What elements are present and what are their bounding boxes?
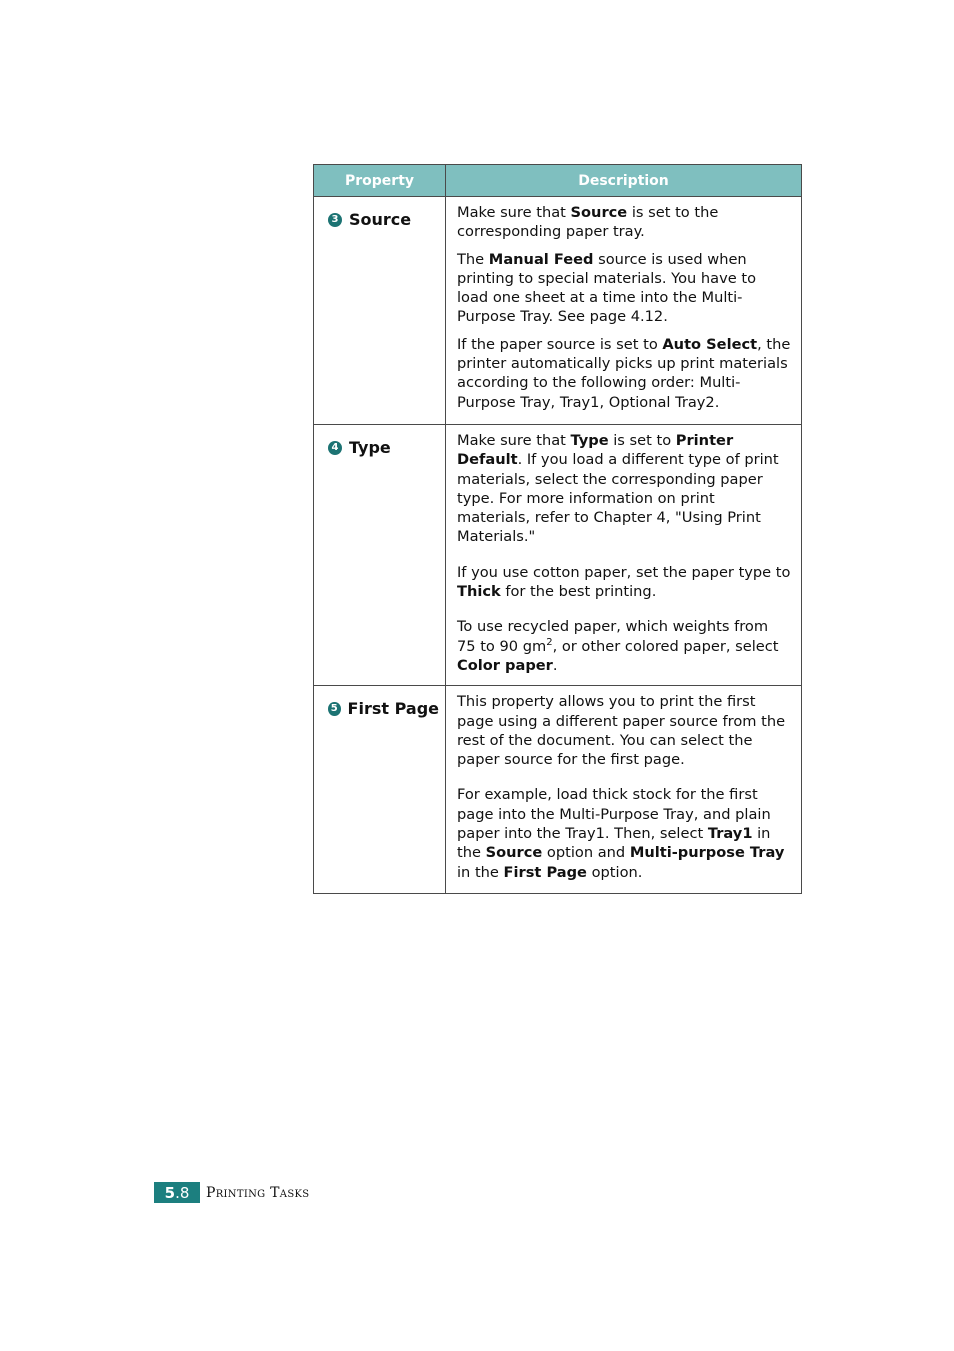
superscript: 2 bbox=[546, 636, 553, 648]
property-cell bbox=[314, 686, 446, 894]
description-paragraph bbox=[457, 335, 791, 412]
table-row bbox=[314, 425, 802, 686]
header-description: Description bbox=[446, 165, 802, 197]
text-run: is set to bbox=[608, 432, 676, 449]
description-paragraph bbox=[457, 617, 791, 675]
text-run: To use recycled paper, which weights from 75 to 90 gm bbox=[457, 618, 769, 655]
description-paragraph bbox=[457, 692, 791, 769]
bold-term: Tray1 bbox=[707, 825, 753, 843]
text-run: If the paper source is set to bbox=[457, 335, 663, 353]
number-circle-icon: 5 bbox=[328, 702, 341, 716]
page-footer bbox=[154, 1182, 309, 1203]
section-title: Printing Tasks bbox=[206, 1184, 310, 1201]
bold-term: Source bbox=[485, 844, 543, 862]
description-paragraph bbox=[457, 563, 791, 602]
text-run: in the bbox=[457, 863, 504, 881]
bold-term: Type bbox=[570, 432, 609, 449]
text-run: Make sure that bbox=[457, 204, 571, 221]
description-cell bbox=[446, 197, 802, 425]
bold-term: First Page bbox=[503, 863, 587, 881]
property-name bbox=[328, 438, 439, 457]
bold-term: Manual Feed bbox=[488, 250, 594, 268]
property-label: First Page bbox=[347, 699, 439, 719]
property-label: Type bbox=[349, 438, 391, 457]
page-number: .8 bbox=[175, 1183, 190, 1202]
text-run: . If you load a different type of print materials, select the corresponding paper type. For more information on print materials, refer to Chapter 4, "Using Print Materials." bbox=[457, 451, 779, 546]
bold-term: Auto Select bbox=[662, 335, 758, 353]
bold-term: Thick bbox=[457, 583, 501, 601]
description-cell bbox=[446, 686, 802, 894]
property-label: Source bbox=[349, 210, 412, 229]
bold-term: Printer Default bbox=[457, 432, 734, 469]
description-paragraph bbox=[457, 785, 791, 881]
text-run: The bbox=[457, 250, 489, 268]
property-name bbox=[328, 699, 439, 718]
page-number-badge bbox=[154, 1182, 200, 1203]
bold-term: Source bbox=[570, 204, 628, 221]
text-run: for the best printing. bbox=[500, 583, 657, 601]
text-run: , the printer automatically picks up print materials according to the following order: Multi-Purpose Tray, Tray1, Optional Tray2. bbox=[457, 335, 791, 411]
text-run: If you use cotton paper, set the paper type to bbox=[457, 563, 791, 581]
description-paragraph bbox=[457, 431, 791, 547]
text-run: , or other colored paper, select bbox=[552, 637, 779, 655]
text-run: source is used when printing to special materials. You have to load one sheet at a time into the Multi-Purpose Tray. See page 4.12. bbox=[457, 250, 757, 326]
text-run: This property allows you to print the first page using a different paper source from the rest of the document. You can select the paper source for the first page. bbox=[457, 693, 786, 769]
property-cell bbox=[314, 197, 446, 425]
text-run: . bbox=[552, 656, 558, 674]
description-cell bbox=[446, 425, 802, 686]
property-table bbox=[313, 164, 802, 894]
description-paragraph bbox=[457, 203, 791, 242]
text-run: is set to the corresponding paper tray. bbox=[457, 204, 719, 241]
number-circle-icon: 4 bbox=[328, 441, 342, 455]
table-row bbox=[314, 197, 802, 425]
text-run: For example, load thick stock for the first page into the Multi-Purpose Tray, and plain paper into the Tray1. Then, select bbox=[457, 786, 771, 843]
table-header-row bbox=[314, 165, 802, 197]
text-run: option and bbox=[542, 844, 630, 862]
bold-term: Multi-purpose Tray bbox=[629, 844, 785, 862]
text-run: option. bbox=[586, 863, 643, 881]
header-property: Property bbox=[314, 165, 446, 197]
text-run: in the bbox=[457, 825, 771, 862]
chapter-number: 5 bbox=[164, 1183, 176, 1202]
number-circle-icon: 3 bbox=[328, 213, 342, 227]
description-paragraph bbox=[457, 250, 791, 327]
text-run: Make sure that bbox=[457, 432, 571, 449]
property-name bbox=[328, 210, 439, 229]
table-row bbox=[314, 686, 802, 894]
property-cell bbox=[314, 425, 446, 686]
bold-term: Color paper bbox=[457, 656, 553, 674]
